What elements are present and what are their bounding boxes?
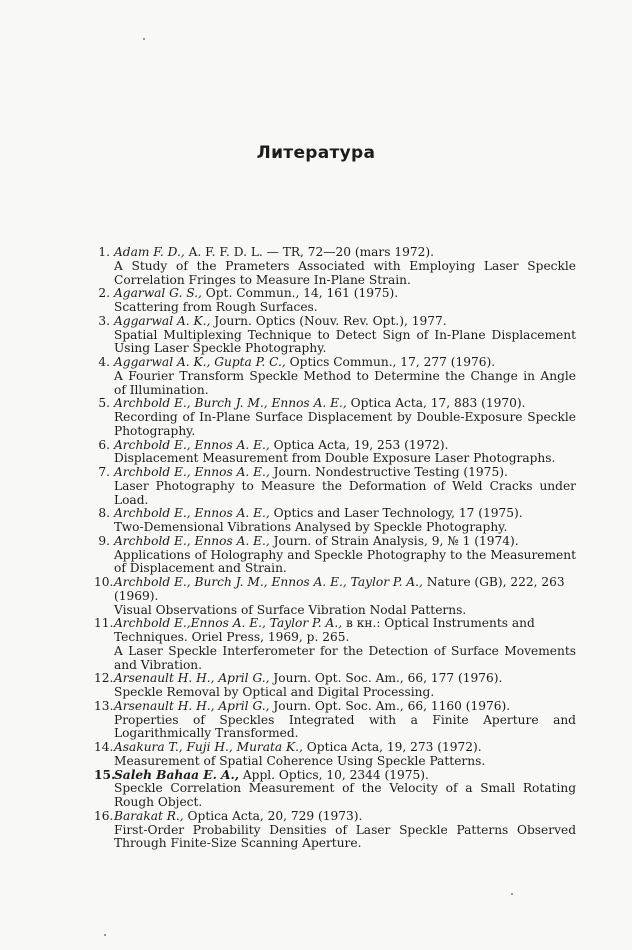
reference-authors: Barakat R., bbox=[114, 808, 184, 823]
reference-title: Measurement of Spatial Coherence Using Speckle Patterns. bbox=[114, 753, 486, 768]
reference-title: A Fourier Transform Speckle Method to Determine the Change in Angle of Illumination. bbox=[114, 368, 576, 397]
reference-item bbox=[94, 617, 576, 672]
reference-title: Speckle Correlation Measurement of the Velocity of a Small Rotating Rough Object. bbox=[114, 781, 576, 809]
reference-number: 7. bbox=[98, 465, 110, 479]
reference-authors: Archbold E., Burch J. M., Ennos A. E., bbox=[114, 396, 347, 411]
reference-citation: Appl. Optics, 10, 2344 (1975). bbox=[239, 767, 429, 782]
reference-authors: Aggarwal A. K., bbox=[114, 313, 211, 328]
reference-item bbox=[94, 700, 576, 741]
reference-citation: A. F. F. D. L. — TR, 72—20 (mars 1972). bbox=[184, 245, 435, 259]
reference-item bbox=[94, 246, 576, 287]
reference-title: Displacement Measurement from Double Exposure Laser Photographs. bbox=[114, 451, 556, 466]
reference-citation: Journ. Nondestructive Testing (1975). bbox=[269, 465, 508, 479]
reference-item bbox=[94, 576, 576, 617]
reference-item bbox=[94, 741, 576, 769]
reference-number: 12. bbox=[94, 671, 114, 686]
reference-authors: Archbold E., Ennos A. E., bbox=[114, 506, 270, 521]
reference-item bbox=[94, 356, 576, 397]
reference-title: Scattering from Rough Surfaces. bbox=[114, 300, 318, 314]
reference-item bbox=[94, 315, 576, 356]
reference-authors: Archbold E., Ennos A. E., bbox=[114, 437, 270, 452]
reference-number: 16. bbox=[94, 808, 114, 823]
reference-citation: Optics Commun., 17, 277 (1976). bbox=[285, 355, 496, 369]
reference-title: First-Order Probability Densities of Laser Speckle Patterns Observed Through Finite-Size Scanning Aperture. bbox=[114, 822, 576, 851]
reference-number: 9. bbox=[98, 533, 110, 548]
reference-authors: Arsenault H. H., April G., bbox=[114, 671, 270, 686]
reference-number: 8. bbox=[98, 506, 110, 521]
reference-number: 11. bbox=[94, 616, 114, 631]
reference-citation: Journ. of Strain Analysis, 9, № 1 (1974). bbox=[269, 533, 519, 548]
reference-number: 2. bbox=[98, 286, 110, 301]
reference-title: A Laser Speckle Interferometer for the Detection of Surface Movements and Vibration. bbox=[114, 643, 576, 672]
reference-authors: Archbold E., Ennos A. E., bbox=[114, 465, 270, 479]
reference-item bbox=[94, 507, 576, 535]
scan-speck bbox=[104, 934, 106, 936]
reference-citation: Optics and Laser Technology, 17 (1975). bbox=[269, 506, 523, 521]
reference-title: Laser Photography to Measure the Deformation of Weld Cracks under Load. bbox=[114, 478, 576, 507]
reference-citation: Optica Acta, 17, 883 (1970). bbox=[346, 396, 526, 411]
reference-title: Two-Demensional Vibrations Analysed by Speckle Photography. bbox=[114, 520, 508, 534]
reference-number: 5. bbox=[98, 396, 110, 411]
scan-speck bbox=[143, 38, 145, 40]
reference-authors: Aggarwal A. K., Gupta P. C., bbox=[114, 355, 286, 369]
reference-citation: Optica Acta, 19, 273 (1972). bbox=[302, 740, 482, 754]
reference-item bbox=[94, 466, 576, 507]
reference-title: Recording of In-Plane Surface Displacement by Double-Exposure Speckle Photography. bbox=[114, 410, 576, 438]
reference-authors: Arsenault H. H., April G., bbox=[114, 698, 270, 713]
reference-authors: Asakura T., Fuji H., Murata K., bbox=[114, 740, 303, 754]
reference-title: Visual Observations of Surface Vibration Nodal Patterns. bbox=[114, 602, 467, 617]
reference-citation: Journ. Opt. Soc. Am., 66, 1160 (1976). bbox=[269, 698, 511, 713]
reference-authors: Archbold E., Ennos A. E., bbox=[114, 533, 270, 548]
reference-item bbox=[94, 672, 576, 700]
reference-number: 4. bbox=[98, 355, 110, 369]
reference-number: 15. bbox=[94, 767, 116, 782]
reference-item bbox=[94, 439, 576, 467]
reference-authors: Archbold E.,Ennos A. E., Taylor P. A., bbox=[114, 616, 343, 631]
reference-item bbox=[94, 287, 576, 315]
reference-authors: Saleh Bahaa E. A., bbox=[114, 767, 239, 782]
reference-number: 14. bbox=[94, 740, 114, 754]
reference-list bbox=[94, 246, 576, 851]
reference-title: A Study of the Prameters Associated with Employing Laser Speckle Correlation Fringes to Measure In-Plane Strain. bbox=[114, 258, 576, 287]
reference-title: Applications of Holography and Speckle Photography to the Measurement of Displacement and Strain. bbox=[114, 547, 576, 576]
reference-number: 6. bbox=[98, 437, 110, 452]
reference-citation: в кн.: Optical Instruments and Techniques. Oriel Press, 1969, p. 265. bbox=[114, 616, 535, 644]
reference-title: Speckle Removal by Optical and Digital Processing. bbox=[114, 685, 435, 699]
reference-number: 3. bbox=[98, 313, 110, 328]
reference-title: Spatial Multiplexing Technique to Detect Sign of In-Plane Displacement Using Laser Speckle Photography. bbox=[114, 327, 576, 356]
reference-item bbox=[94, 535, 576, 576]
scan-speck bbox=[511, 893, 513, 895]
reference-authors: Archbold E., Burch J. M., Ennos A. E., Taylor P. A., bbox=[114, 575, 423, 589]
reference-authors: Adam F. D., bbox=[114, 245, 185, 259]
page-title: Литература bbox=[256, 143, 376, 163]
reference-citation: Nature (GB), 222, 263 (1969). bbox=[114, 575, 565, 603]
reference-citation: Journ. Optics (Nouv. Rev. Opt.), 1977. bbox=[210, 313, 447, 328]
reference-number: 13. bbox=[94, 698, 114, 713]
reference-item bbox=[94, 769, 576, 810]
reference-item bbox=[94, 397, 576, 438]
reference-number: 10. bbox=[94, 575, 114, 589]
reference-item bbox=[94, 810, 576, 851]
reference-citation: Journ. Opt. Soc. Am., 66, 177 (1976). bbox=[269, 671, 503, 686]
reference-title: Properties of Speckles Integrated with a Finite Aperture and Logarithmically Transformed. bbox=[114, 712, 576, 741]
reference-authors: Agarwal G. S., bbox=[114, 286, 202, 301]
reference-citation: Opt. Commun., 14, 161 (1975). bbox=[201, 286, 399, 301]
reference-citation: Optica Acta, 20, 729 (1973). bbox=[183, 808, 363, 823]
reference-citation: Optica Acta, 19, 253 (1972). bbox=[269, 437, 449, 452]
reference-number: 1. bbox=[98, 245, 110, 259]
